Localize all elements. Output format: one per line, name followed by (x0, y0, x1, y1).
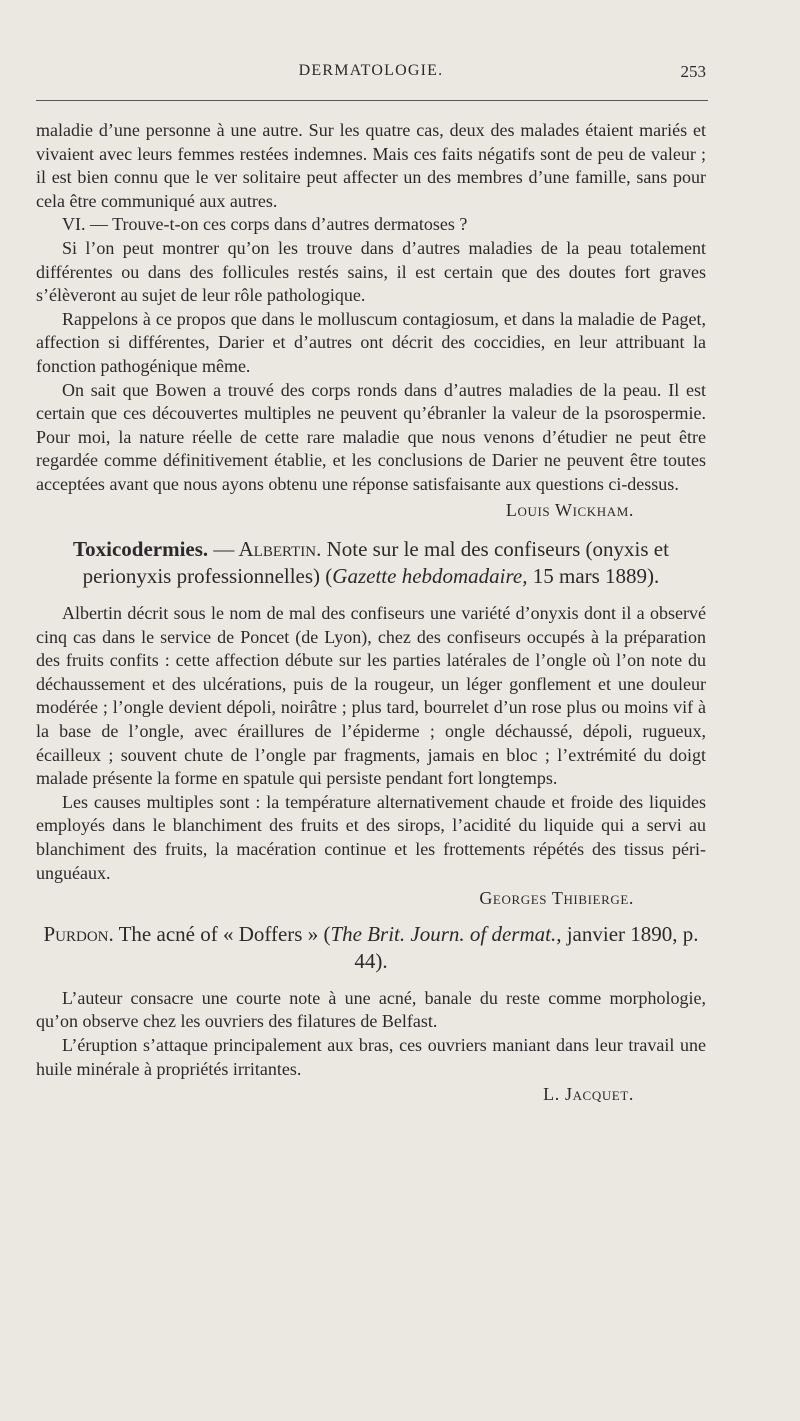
paragraph: Si l’on peut montrer qu’on les trouve dans d’autres maladies de la peau totalement différentes ou dans des follicules restés sains, il est certain que des doutes fort graves s’élèveront au sujet de leur rôle pathologique. (36, 237, 706, 306)
article-author: — Albertin. (213, 537, 322, 562)
paragraph: Albertin décrit sous le nom de mal des confiseurs une variété d’onyxis dont il a observé cinq cas dans le service de Poncet (de Lyon), chez des confiseurs occupés à la préparation des fruits confits : cette affection débute sur les parties latérales de l’ongle où l’on note du déchaussement et des ulcérations, puis de la rougeur, un léger gonflement et une douleur modérée ; l’ongle devient dépoli, noirâtre ; plus tard, bourrelet d’un rose plus ou moins vif à la base de l’ongle, avec éraillures de l’épiderme ; ongle déchaussé, dépoli, rugueux, écailleux ; souvent chute de l’ongle par fragments, jamais en bloc ; l’extrémité du doigt malade présente la forme en spatule qui persiste pendant fort longtemps. (36, 603, 706, 789)
section-toxicodermies (36, 536, 706, 911)
article-journal: Gazette hebdomadaire, (332, 564, 528, 589)
paragraph: Les causes multiples sont : la température alternativement chaude et froide des liquides employés dans le blanchiment des fruits et des sirops, l’acidité du liquide qui a servi au blanchiment des fruits, la macération continue et les frottements répétés des tissus péri-unguéaux. (36, 791, 706, 883)
paragraph: On sait que Bowen a trouvé des corps ronds dans d’autres maladies de la peau. Il est certain que ces découvertes multiples ne peuvent qu’ébranler la valeur de la psorospermie. Pour moi, la nature réelle de cette rare maladie que nous venons d’étudier ne peut être regardée comme définitivement établie, et les conclusions de Darier ne peuvent être toutes acceptées avant que nous ayons obtenu une réponse satisfaisante aux questions ci-dessus. (36, 379, 706, 494)
article-title-text: Note sur le mal des confiseurs (onyxis et perionyxis professionnelles) (82, 537, 669, 589)
paragraph: L’auteur consacre une courte note à une acné, banale du reste comme morphologie, qu’on observe chez les ouvriers des filatures de Belfast. (36, 987, 706, 1032)
section-psorospermie-end (36, 119, 706, 522)
article-title: Toxicodermies. — Albertin. Note sur le mal des confiseurs (onyxis et perionyxis professionnelles) (Gazette hebdomadaire, 15 mars 1889). (73, 537, 669, 589)
section-purdon (36, 921, 706, 1107)
page-body (36, 119, 706, 1107)
question-heading: VI. — Trouve-t-on ces corps dans d’autres dermatoses ? (62, 214, 468, 235)
header-rule (36, 100, 708, 101)
page-header (36, 62, 706, 88)
article-date: janvier 1890, p. 44). (354, 921, 699, 973)
author-signature: Georges Thibierge. (479, 888, 634, 909)
page-number: 253 (680, 62, 706, 81)
article-author: Purdon. (43, 921, 114, 946)
author-signature: Louis Wickham. (505, 499, 634, 520)
paragraph: Rappelons à ce propos que dans le molluscum contagiosum, et dans la maladie de Paget, affection si différentes, Darier et d’autres ont décrit des coccidies, en leur attribuant la fonction pathogénique même. (36, 308, 706, 376)
paragraph: L’éruption s’attaque principalement aux bras, ces ouvriers maniant dans leur travail une huile minérale à propriétés irritantes. (36, 1035, 706, 1079)
article-title-text: The acné of « Doffers » ( (118, 921, 331, 946)
article-journal: The Brit. Journ. of dermat., (330, 921, 562, 946)
author-signature: L. Jacquet. (543, 1084, 634, 1105)
paragraph: maladie d’une personne à une autre. Sur les quatre cas, deux des malades étaient mariés et vivaient avec leurs femmes restées indemnes. Mais ces faits négatifs sont de peu de valeur ; il est bien connu que le ver solitaire peut affecter un des membres d’une famille, sans pour cela être communiqué aux autres. (36, 120, 706, 211)
running-title: DERMATOLOGIE. (298, 62, 444, 79)
article-title (36, 921, 706, 975)
article-date: 15 mars 1889). (532, 564, 660, 589)
article-category: Toxicodermies. (73, 537, 209, 562)
